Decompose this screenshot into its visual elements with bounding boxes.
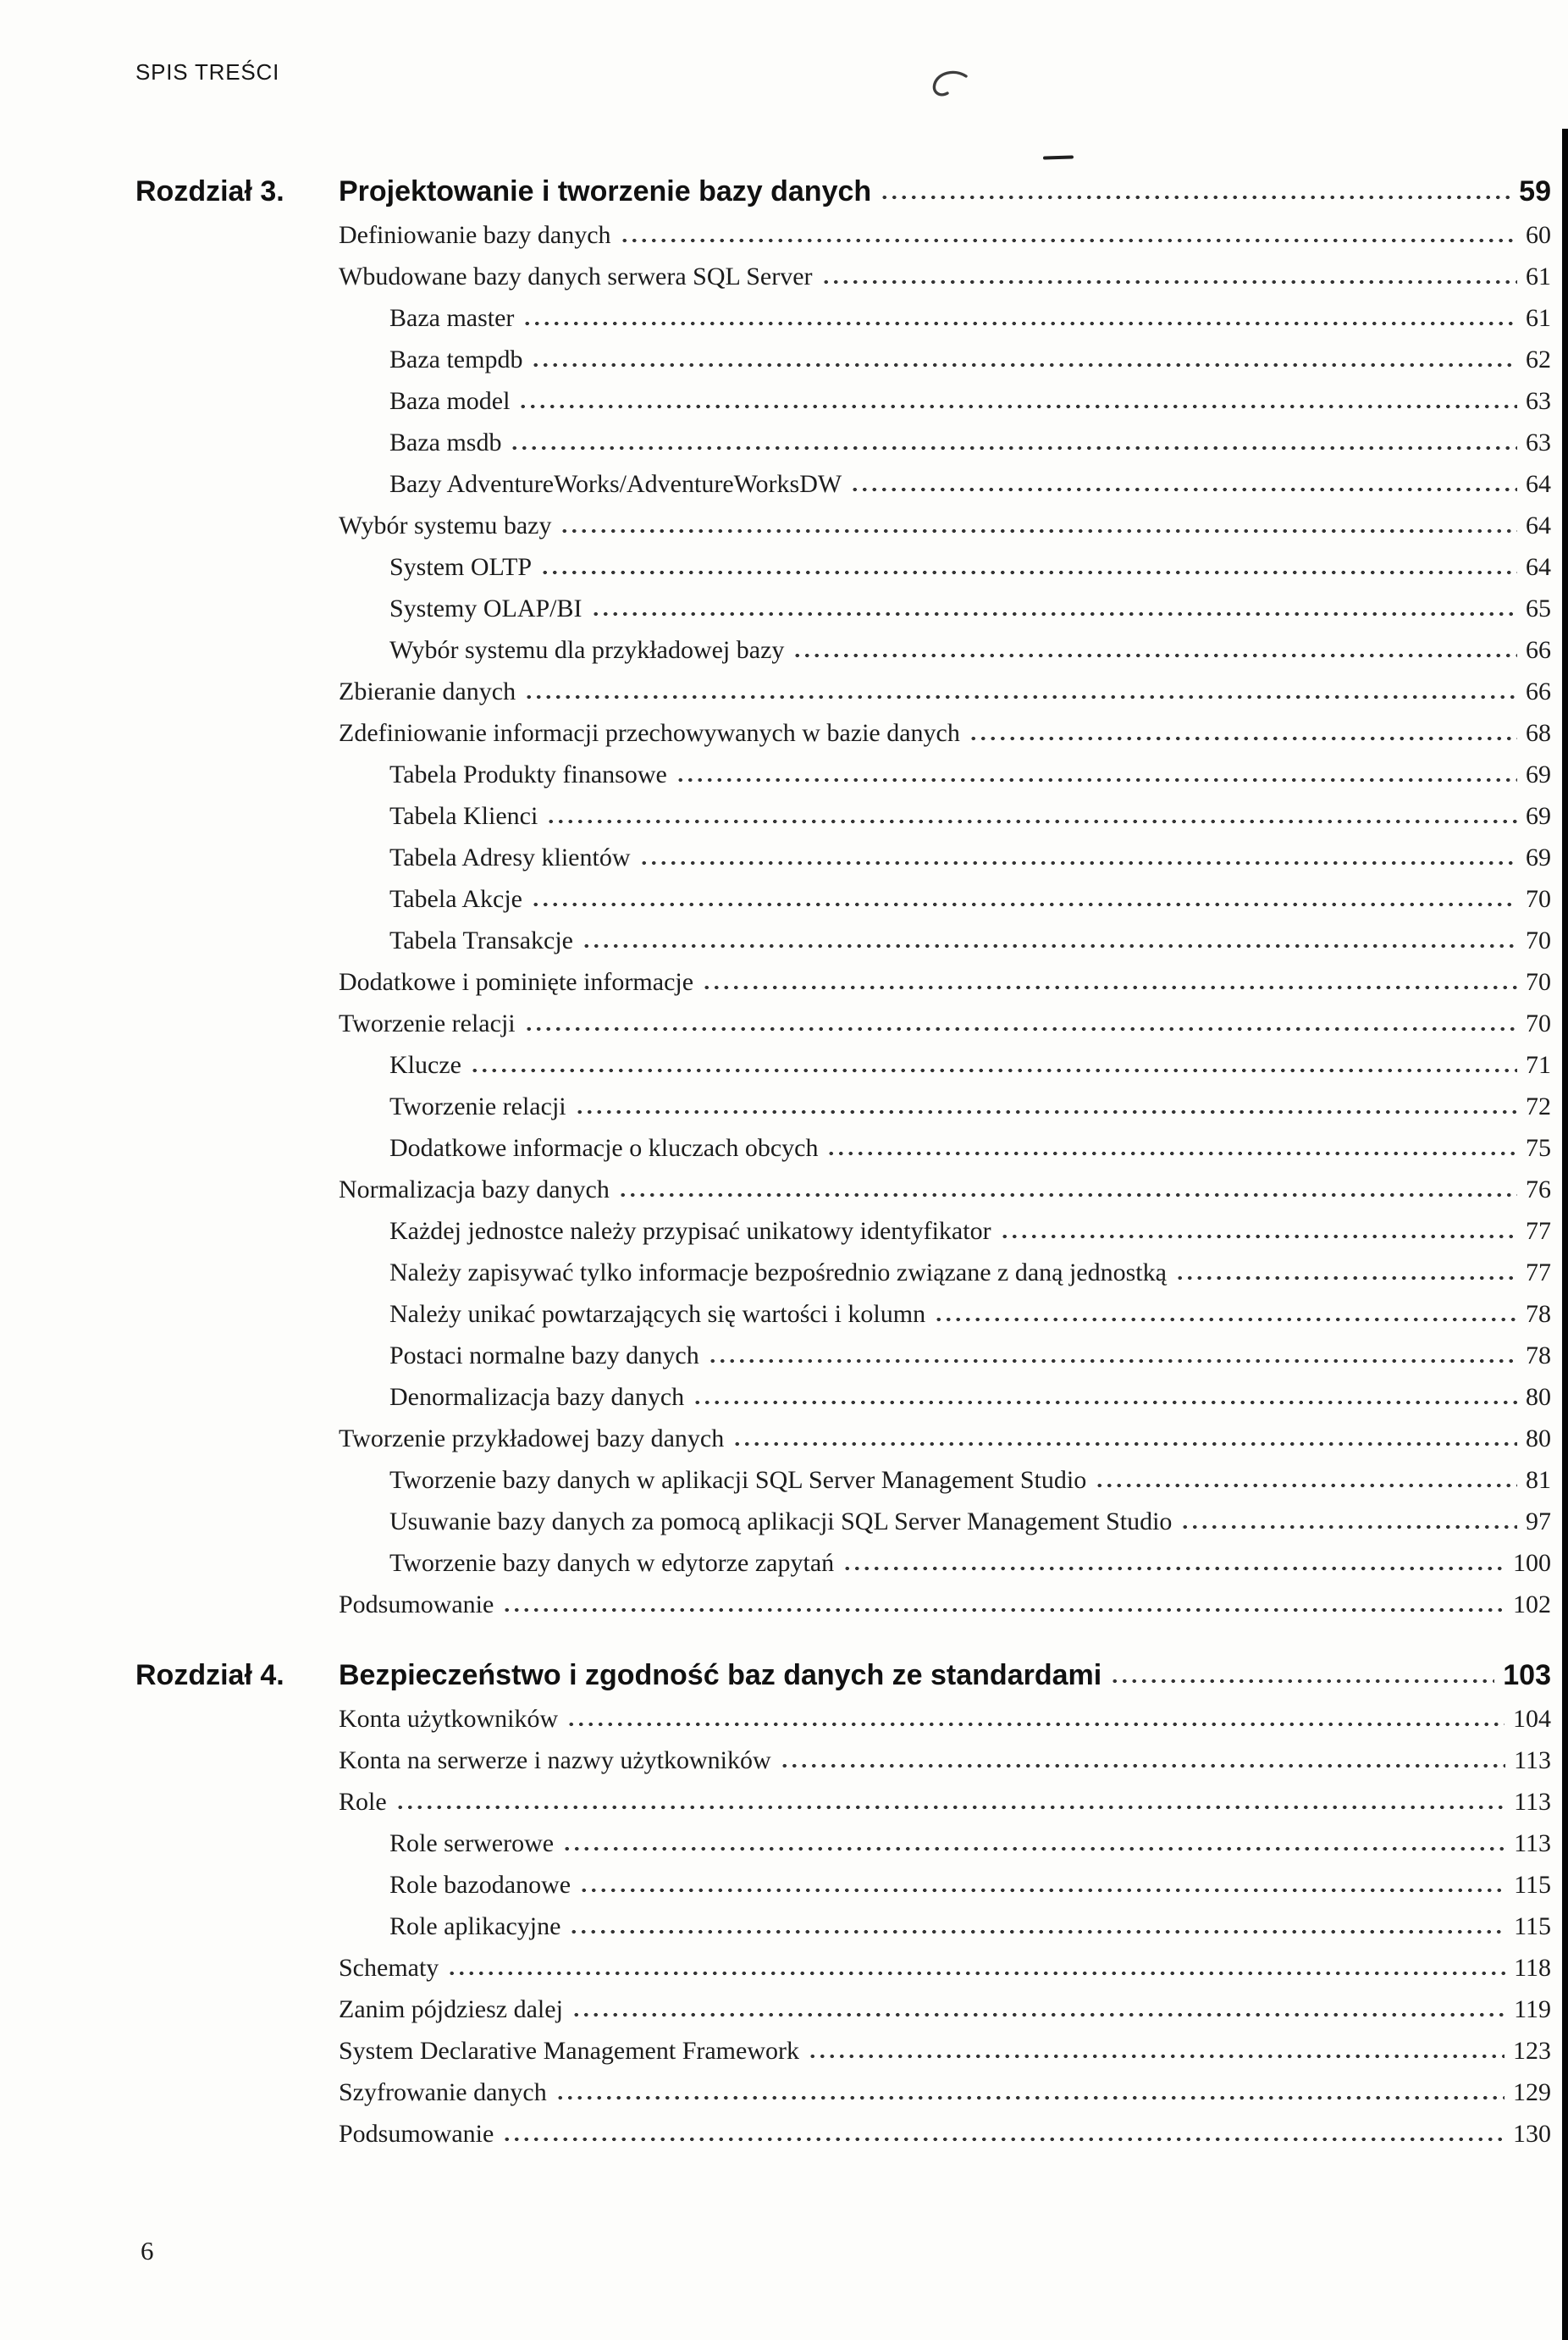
toc-entry [339, 582, 1551, 623]
dot-leader [1110, 1678, 1494, 1684]
dot-leader [522, 320, 1517, 327]
toc-entry [339, 1734, 1551, 1775]
entry-page-number: 80 [1526, 1424, 1551, 1452]
entry-page-number: 78 [1526, 1300, 1551, 1328]
entry-page-number: 69 [1526, 761, 1551, 788]
entry-title: Baza msdb [389, 429, 502, 456]
toc-entry [339, 1495, 1551, 1536]
entry-title: Denormalizacja bazy danych [389, 1383, 685, 1411]
entry-title: System Declarative Management Framework [339, 2037, 799, 2065]
entry-page-number: 97 [1526, 1507, 1551, 1535]
dot-leader [524, 1026, 1517, 1032]
toc-entry [339, 997, 1551, 1038]
dot-leader [969, 735, 1517, 742]
entry-title: Każdej jednostce należy przypisać unikatowy identyfikator [389, 1217, 991, 1245]
toc-entry [339, 2066, 1551, 2107]
entry-page-number: 64 [1526, 553, 1551, 581]
entry-page-number: 78 [1526, 1341, 1551, 1369]
toc-entry [339, 1329, 1551, 1370]
entry-page-number: 70 [1526, 927, 1551, 954]
entry-page-number: 80 [1526, 1383, 1551, 1411]
chapter-title: Bezpieczeństwo i zgodność baz danych ze standardami [339, 1659, 1102, 1691]
entry-title: Role [339, 1788, 387, 1816]
dot-leader [676, 777, 1517, 783]
toc-entry [339, 1038, 1551, 1080]
dot-leader [880, 194, 1510, 201]
dot-leader [524, 694, 1517, 700]
chapter-title: Projektowanie i tworzenie bazy danych [339, 175, 872, 207]
dot-leader [780, 1762, 1505, 1769]
dot-leader [518, 403, 1517, 410]
toc-entry [339, 1858, 1551, 1900]
entry-title: System OLTP [389, 553, 533, 581]
dot-leader [555, 2094, 1505, 2101]
entry-page-number: 100 [1513, 1549, 1551, 1577]
toc-entry [339, 540, 1551, 582]
toc-entry [339, 1578, 1551, 1619]
entry-title: Usuwanie bazy danych za pomocą aplikacji SQL Server Management Studio [389, 1507, 1173, 1535]
dot-leader [447, 1970, 1505, 1977]
entry-page-number: 64 [1526, 512, 1551, 539]
scan-binding-bar [1562, 129, 1568, 2340]
entry-page-number: 123 [1513, 2037, 1551, 2065]
entry-page-number: 113 [1514, 1788, 1551, 1816]
entry-title: Role bazodanowe [389, 1871, 571, 1899]
entry-page-number: 119 [1514, 1995, 1551, 2023]
page-header-title: SPIS TREŚCI [135, 59, 280, 85]
toc-entry [339, 872, 1551, 914]
entry-title: Role serwerowe [389, 1829, 555, 1857]
entry-page-number: 66 [1526, 636, 1551, 664]
dot-leader [546, 818, 1517, 825]
entry-page-number: 113 [1514, 1829, 1551, 1857]
entry-page-number: 75 [1526, 1134, 1551, 1162]
dot-leader [821, 279, 1518, 285]
toc-entry [339, 374, 1551, 416]
chapter-heading [135, 1641, 1551, 1692]
entry-page-number: 63 [1526, 429, 1551, 456]
entry-page-number: 115 [1514, 1912, 1551, 1940]
entry-title: Zdefiniowanie informacji przechowywanych w bazie danych [339, 719, 960, 747]
dot-leader [732, 1441, 1517, 1447]
entry-page-number: 64 [1526, 470, 1551, 498]
dot-leader [569, 1928, 1505, 1935]
toc-entry [339, 748, 1551, 789]
entry-page-number: 70 [1526, 885, 1551, 913]
entry-title: Tworzenie bazy danych w aplikacji SQL Server Management Studio [389, 1466, 1087, 1494]
entry-page-number: 130 [1513, 2120, 1551, 2148]
dot-leader [702, 984, 1517, 991]
entry-page-number: 61 [1526, 304, 1551, 332]
dot-leader [591, 611, 1517, 617]
entry-title: Wybór systemu bazy [339, 512, 552, 539]
chapter-heading [135, 158, 1551, 208]
entry-page-number: 81 [1526, 1466, 1551, 1494]
toc-entry [339, 416, 1551, 457]
entry-page-number: 66 [1526, 678, 1551, 705]
entry-title: Role aplikacyjne [389, 1912, 561, 1940]
entry-page-number: 68 [1526, 719, 1551, 747]
entry-page-number: 129 [1513, 2078, 1551, 2106]
toc-entry [339, 1692, 1551, 1734]
entry-title: Konta użytkowników [339, 1705, 559, 1733]
toc-entry [339, 208, 1551, 250]
dot-leader [510, 445, 1517, 451]
toc-entry [339, 1983, 1551, 2024]
entry-title: Podsumowanie [339, 1590, 494, 1618]
chapter-label: Rozdział 3. [135, 175, 284, 207]
toc-entry [339, 665, 1551, 706]
dot-leader [693, 1399, 1517, 1406]
entry-title: Definiowanie bazy danych [339, 221, 611, 249]
dot-leader [540, 569, 1517, 576]
entry-title: Dodatkowe informacje o kluczach obcych [389, 1134, 819, 1162]
entry-title: Zbieranie danych [339, 678, 516, 705]
toc-entry [339, 250, 1551, 291]
entry-title: Baza tempdb [389, 346, 523, 373]
chapter-block [135, 1641, 1551, 2149]
toc-entry [339, 1246, 1551, 1287]
toc-entry [339, 789, 1551, 831]
chapter-page-number: 103 [1503, 1659, 1551, 1691]
toc-entry [339, 1453, 1551, 1495]
entry-page-number: 72 [1526, 1093, 1551, 1120]
chapter-page-number: 59 [1519, 175, 1551, 207]
dot-leader [934, 1316, 1517, 1323]
toc-entry [339, 914, 1551, 955]
entry-page-number: 63 [1526, 387, 1551, 415]
entry-title: Tworzenie przykładowej bazy danych [339, 1424, 725, 1452]
dot-leader [1000, 1233, 1517, 1240]
dot-leader [571, 2011, 1505, 2018]
dot-leader [618, 1192, 1517, 1198]
entry-title: Konta na serwerze i nazwy użytkowników [339, 1746, 771, 1774]
dot-leader [531, 362, 1517, 368]
dot-leader [502, 1607, 1505, 1613]
dot-leader [502, 2136, 1505, 2143]
toc-entry [339, 706, 1551, 748]
entry-page-number: 102 [1513, 1590, 1551, 1618]
footer-page-number: 6 [141, 2236, 154, 2265]
toc-entry [339, 1204, 1551, 1246]
dot-leader [395, 1804, 1505, 1811]
toc-entry [339, 457, 1551, 499]
toc-entry [339, 499, 1551, 540]
toc-entry [339, 1817, 1551, 1858]
toc-entry [339, 291, 1551, 333]
dot-leader [1180, 1524, 1517, 1530]
dot-leader [1095, 1482, 1517, 1489]
toc-entry [339, 955, 1551, 997]
toc-entry [339, 1163, 1551, 1204]
entry-page-number: 62 [1526, 346, 1551, 373]
entry-page-number: 61 [1526, 263, 1551, 290]
toc-entry [339, 2107, 1551, 2149]
entry-title: Wybór systemu dla przykładowej bazy [389, 636, 785, 664]
dot-leader [620, 237, 1517, 244]
toc-entry [339, 623, 1551, 665]
entry-title: Baza master [389, 304, 515, 332]
dot-leader [470, 1067, 1517, 1074]
entry-title: Zanim pójdziesz dalej [339, 1995, 563, 2023]
entry-page-number: 115 [1514, 1871, 1551, 1899]
toc-entry [339, 831, 1551, 872]
entry-title: Tabela Akcje [389, 885, 522, 913]
dot-leader [575, 1109, 1517, 1115]
entry-title: Należy unikać powtarzających się wartości i kolumn [389, 1300, 926, 1328]
entry-title: Tworzenie relacji [339, 1010, 516, 1037]
entry-title: Tworzenie relacji [389, 1093, 566, 1120]
entry-title: Należy zapisywać tylko informacje bezpośrednio związane z daną jednostką [389, 1259, 1167, 1286]
entry-title: Szyfrowanie danych [339, 2078, 547, 2106]
entry-page-number: 76 [1526, 1176, 1551, 1203]
dot-leader [560, 528, 1517, 534]
entry-page-number: 70 [1526, 1010, 1551, 1037]
entry-title: Normalizacja bazy danych [339, 1176, 610, 1203]
pen-scribble-mark [927, 69, 976, 108]
entry-page-number: 77 [1526, 1259, 1551, 1286]
dot-leader [639, 860, 1518, 866]
entry-title: Baza model [389, 387, 511, 415]
entry-page-number: 60 [1526, 221, 1551, 249]
toc-entry [339, 333, 1551, 374]
entry-page-number: 70 [1526, 968, 1551, 996]
dot-leader [531, 901, 1517, 908]
entry-page-number: 65 [1526, 595, 1551, 622]
toc-entry [339, 1370, 1551, 1412]
dot-leader [562, 1845, 1505, 1852]
toc-entry [339, 1775, 1551, 1817]
dot-leader [842, 1565, 1505, 1572]
entry-title: Dodatkowe i pominięte informacje [339, 968, 694, 996]
chapter-label: Rozdział 4. [135, 1659, 284, 1691]
dot-leader [708, 1358, 1517, 1364]
entry-title: Podsumowanie [339, 2120, 494, 2148]
entry-title: Postaci normalne bazy danych [389, 1341, 699, 1369]
dot-leader [826, 1150, 1517, 1157]
dot-leader [792, 652, 1517, 659]
table-of-contents [135, 158, 1551, 2149]
entry-page-number: 118 [1514, 1954, 1551, 1982]
dot-leader [566, 1721, 1505, 1728]
dot-leader [808, 2053, 1505, 2060]
entry-title: Systemy OLAP/BI [389, 595, 582, 622]
toc-entry [339, 1941, 1551, 1983]
toc-entry [339, 2024, 1551, 2066]
entry-page-number: 113 [1514, 1746, 1551, 1774]
toc-entry [339, 1287, 1551, 1329]
entry-page-number: 77 [1526, 1217, 1551, 1245]
entry-title: Wbudowane bazy danych serwera SQL Server [339, 263, 813, 290]
entry-title: Tabela Klienci [389, 802, 538, 830]
entry-page-number: 69 [1526, 802, 1551, 830]
entry-title: Tworzenie bazy danych w edytorze zapytań [389, 1549, 835, 1577]
toc-entry [339, 1900, 1551, 1941]
toc-entry [339, 1536, 1551, 1578]
dot-leader [850, 486, 1517, 493]
chapter-block [135, 158, 1551, 1619]
entry-title: Bazy AdventureWorks/AdventureWorksDW [389, 470, 842, 498]
dot-leader [1175, 1275, 1517, 1281]
entry-page-number: 69 [1526, 844, 1551, 871]
entry-page-number: 71 [1526, 1051, 1551, 1079]
entry-page-number: 104 [1513, 1705, 1551, 1733]
toc-entry [339, 1080, 1551, 1121]
dot-leader [579, 1887, 1505, 1894]
entry-title: Tabela Adresy klientów [389, 844, 631, 871]
toc-entry [339, 1412, 1551, 1453]
entry-title: Schematy [339, 1954, 439, 1982]
toc-entry [339, 1121, 1551, 1163]
entry-title: Tabela Produkty finansowe [389, 761, 667, 788]
dot-leader [582, 943, 1517, 949]
entry-title: Tabela Transakcje [389, 927, 574, 954]
entry-title: Klucze [389, 1051, 461, 1079]
